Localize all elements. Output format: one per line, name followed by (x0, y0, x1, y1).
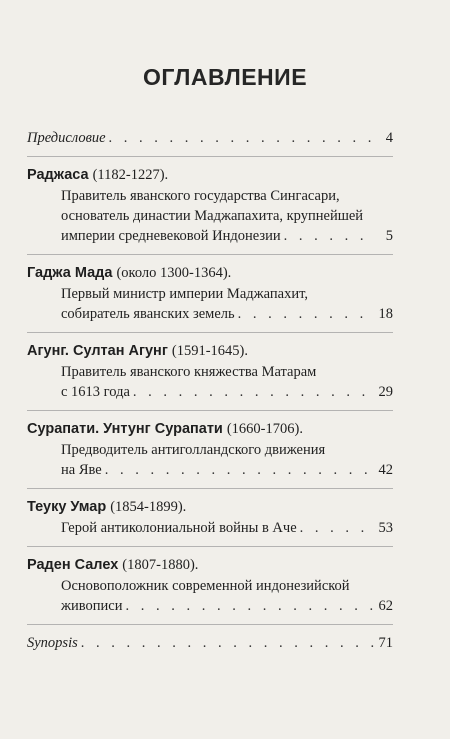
dot-leader (109, 128, 374, 148)
toc-entry-desc: Правитель яванского княжества Матарам (61, 364, 317, 380)
toc-page-number: 42 (378, 462, 393, 478)
toc-page-number: 18 (378, 306, 393, 322)
toc-entry-synopsis (27, 633, 393, 653)
toc-entry-label: Предисловие (27, 130, 106, 146)
toc-entry-name: Агунг. Султан Агунг (27, 343, 168, 359)
toc-entry-dates: (1854-1899). (110, 499, 187, 515)
dot-leader (300, 518, 374, 538)
table-of-contents (27, 128, 393, 653)
divider (27, 156, 393, 157)
toc-entry-name: Сурапати. Унтунг Сурапати (27, 421, 223, 437)
toc-entry-dates: (1660-1706). (226, 421, 303, 437)
toc-entry-name: Раджаса (27, 167, 89, 183)
toc-entry (27, 497, 393, 538)
toc-entry (27, 263, 393, 324)
page-title: ОГЛАВЛЕНИЕ (142, 64, 308, 90)
toc-entry-desc: Предводитель антиголландского движения (61, 442, 326, 458)
toc-entry-desc: Герой антиколониальной войны в Аче (61, 520, 297, 536)
toc-page-number: 29 (378, 384, 393, 400)
divider (27, 624, 393, 625)
toc-entry-dates: (1591-1645). (171, 343, 248, 359)
toc-entry-dates: (около 1300-1364). (116, 265, 232, 281)
toc-entry-desc: Правитель яванского государства Сингасари, (61, 188, 340, 204)
toc-entry-desc: живописи (61, 598, 123, 614)
dot-leader (105, 460, 374, 480)
toc-entry (27, 555, 393, 616)
toc-page-number: 53 (378, 520, 393, 536)
dot-leader (238, 304, 374, 324)
divider (27, 410, 393, 411)
toc-entry (27, 341, 393, 402)
toc-entry-name: Раден Салех (27, 557, 119, 573)
toc-page-number: 62 (378, 598, 393, 614)
toc-entry-desc: собиратель яванских земель (61, 306, 235, 322)
toc-entry-label: Synopsis (27, 635, 78, 651)
toc-entry-name: Гаджа Мада (27, 265, 113, 281)
toc-entry (27, 165, 393, 246)
dot-leader (133, 382, 374, 402)
divider (27, 546, 393, 547)
divider (27, 332, 393, 333)
toc-entry-desc: с 1613 года (61, 384, 130, 400)
dot-leader (284, 226, 374, 246)
divider (27, 488, 393, 489)
dot-leader (126, 596, 375, 616)
toc-entry-preface (27, 128, 393, 148)
toc-entry-dates: (1182-1227). (92, 167, 169, 183)
toc-entry-dates: (1807-1880). (122, 557, 199, 573)
toc-entry-desc: основатель династии Маджапахита, крупнейшей (61, 208, 364, 224)
toc-entry-desc: Основоположник современной индонезийской (61, 578, 350, 594)
toc-entry-desc: Первый министр империи Маджапахит, (61, 286, 308, 302)
toc-page-number: 4 (385, 130, 393, 146)
toc-entry-desc: на Яве (61, 462, 102, 478)
toc-page-number: 5 (385, 228, 393, 244)
dot-leader (81, 633, 374, 653)
toc-entry (27, 419, 393, 480)
toc-entry-name: Теуку Умар (27, 499, 107, 515)
toc-entry-desc: империи средневековой Индонезии (61, 228, 281, 244)
toc-page-number: 71 (378, 635, 393, 651)
divider (27, 254, 393, 255)
